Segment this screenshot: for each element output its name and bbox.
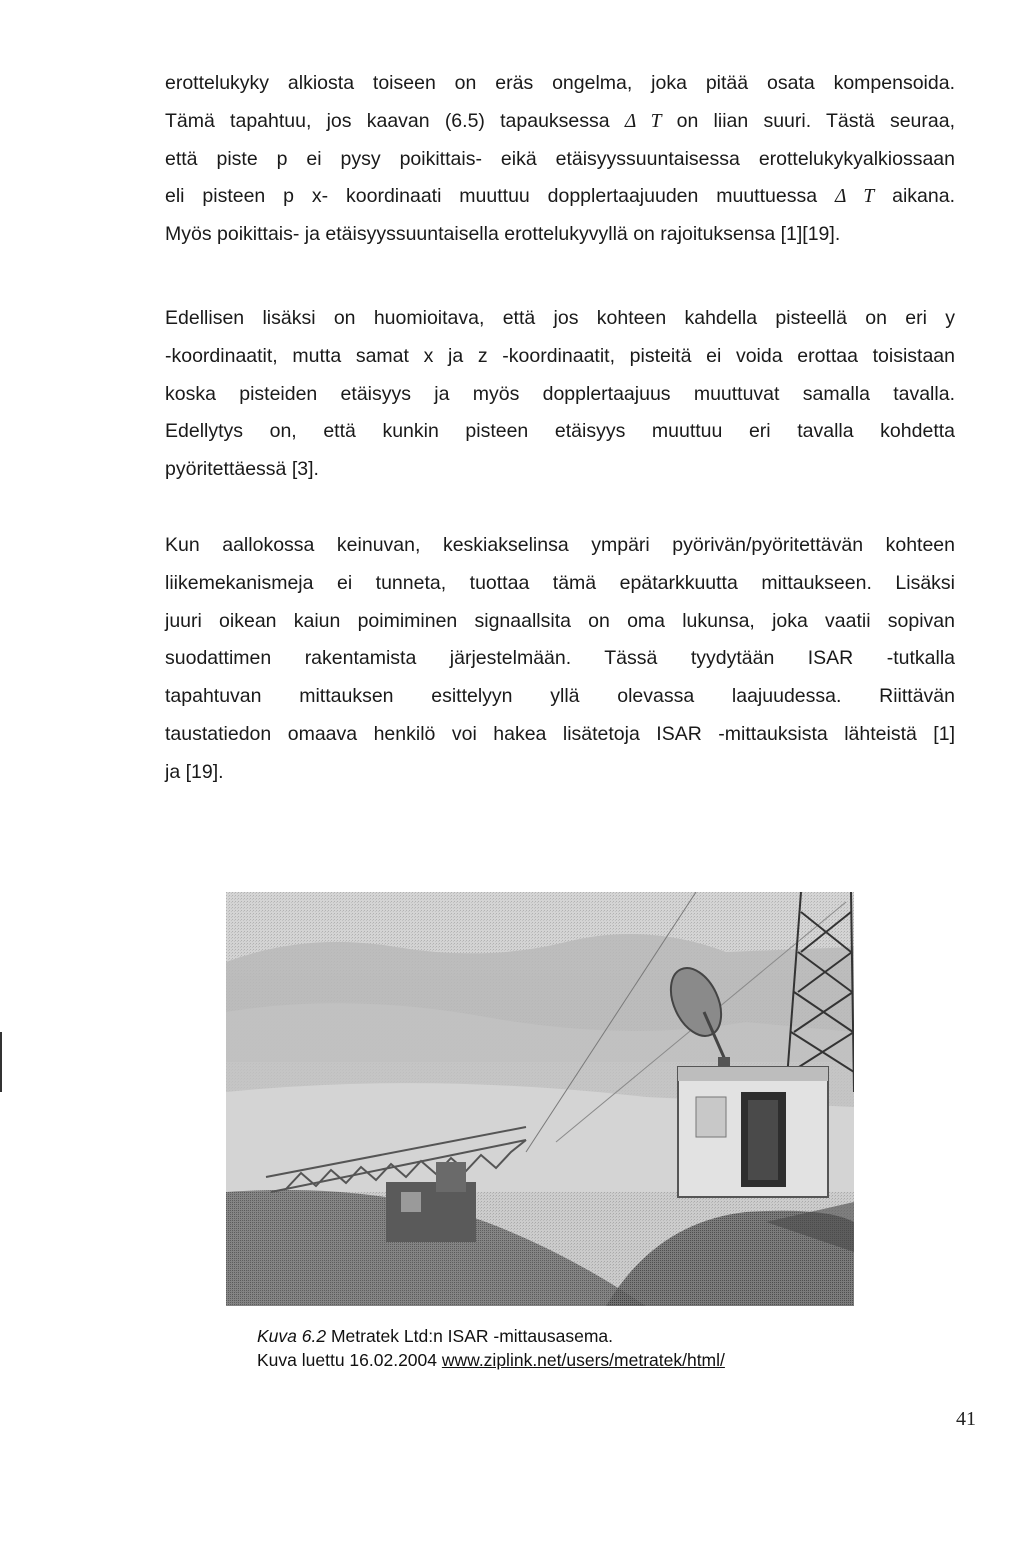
figure-caption: [257, 1324, 725, 1372]
text-line: Edellisen lisäksi on huomioitava, että jos kohteen kahdella pisteellä on eri y: [165, 307, 955, 329]
paragraph-resolution-compensation: [165, 65, 955, 254]
text-line: koska pisteiden etäisyys ja myös dopplertaajuus muuttuvat samalla tavalla.: [165, 382, 955, 405]
source-url-link[interactable]: www.ziplink.net/users/metratek/html/: [441, 1350, 725, 1370]
text-line: Myös poikittais- ja etäisyyssuuntaisella erottelukyvyllä on rajoituksensa [1][19].: [165, 223, 841, 246]
text-line: juuri oikean kaiun poimiminen signaallsita on oma lukunsa, joka vaatii sopivan: [165, 609, 955, 632]
delta-t-symbol: Δ T: [834, 186, 875, 208]
text-line: Edellytys on, että kunkin pisteen etäisyys muuttuu eri tavalla kohdetta: [165, 420, 955, 443]
paragraph-y-coordinates: [165, 300, 955, 489]
text-line: suodattimen rakentamista järjestelmään. Tässä tyydytään ISAR -tutkalla: [165, 647, 955, 670]
source-prefix: Kuva luettu 16.02.2004: [257, 1350, 442, 1370]
caption-title-line: [257, 1324, 725, 1348]
page-number: 41: [956, 1408, 976, 1430]
isar-station-photo: [226, 892, 854, 1306]
text-line: liikemekanismeja ei tunneta, tuottaa tämä epätarkkuutta mittaukseen. Lisäksi: [165, 571, 955, 594]
text-line: erottelukyky alkiosta toiseen on eräs ongelma, joka pitää osata kompensoida.: [165, 72, 955, 94]
margin-mark: [0, 1032, 2, 1092]
text-line: eli pisteen p x- koordinaati muuttuu dopplertaajuuden muuttuessa Δ T aikana.: [165, 185, 955, 208]
text-line: tapahtuvan mittauksen esittelyyn yllä olevassa laajuudessa. Riittävän: [165, 685, 955, 708]
text-line: ja [19].: [165, 760, 224, 783]
text-line: Tämä tapahtuu, jos kaavan (6.5) tapauksessa Δ T on liian suuri. Tästä seuraa,: [165, 109, 956, 132]
text-line: että piste p ei pysy poikittais- eikä etäisyyssuuntaisessa erottelukykyalkiossaan: [165, 147, 955, 170]
text-line: -koordinaatit, mutta samat x ja z -koordinaatit, pisteitä ei voida erottaa toisistaan: [165, 344, 955, 367]
figure-label: Kuva 6.2: [257, 1326, 327, 1346]
paragraph-motion-mechanisms: [165, 527, 955, 792]
text-line: Kun aallokossa keinuvan, keskiakselinsa ympäri pyörivän/pyöritettävän kohteen: [165, 534, 955, 556]
text-line: taustatiedon omaava henkilö voi hakea lisätetoja ISAR -mittauksista lähteistä [1]: [165, 722, 955, 745]
text-line: pyöritettäessä [3].: [165, 458, 319, 481]
figure-title: Metratek Ltd:n ISAR -mittausasema.: [326, 1326, 613, 1346]
caption-source-line: [257, 1348, 725, 1372]
delta-t-symbol: Δ T: [624, 110, 662, 132]
